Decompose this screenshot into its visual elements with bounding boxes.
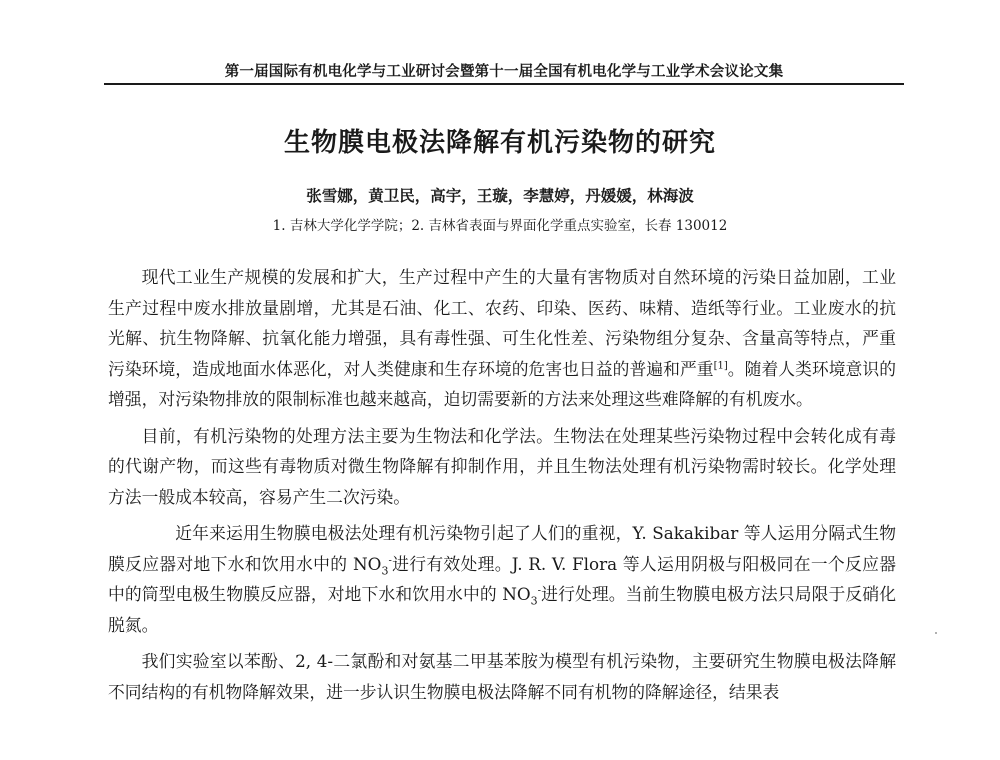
- nitrate-subscript-1: 3: [381, 563, 389, 577]
- paragraph-3-text-a: 近年来运用生物膜电极法处理有机污染物引起了人们的重视，Y. Sakakibar 等人运用分隔式生物膜反应器对地下水和饮用水中的 NO: [108, 523, 896, 574]
- nitrate-charge-2: -: [537, 585, 542, 597]
- citation-ref-1: [1]: [713, 359, 728, 371]
- nitrate-charge-1: -: [388, 554, 392, 566]
- paragraph-1-text-b: 。随着人类环境意识的增强，对污染物排放的限制标准也越来越高，迫切需要新的方法来处理这些难降解的有机废水。: [108, 358, 896, 409]
- paragraph-3: [108, 518, 896, 640]
- body-text: [108, 262, 896, 713]
- running-header: 第一届国际有机电化学与工业研讨会暨第十一届全国有机电化学与工业学术会议论文集: [224, 63, 784, 80]
- paragraph-1: [108, 262, 896, 415]
- nitrate-subscript-2: 3: [530, 594, 538, 608]
- affiliation: 1. 吉林大学化学学院；2. 吉林省表面与界面化学重点实验室，长春 130012: [272, 218, 728, 234]
- paragraph-1-text-a: 现代工业生产规模的发展和扩大，生产过程中产生的大量有害物质对自然环境的污染日益加剧，工业生产过程中废水排放量剧增，尤其是石油、化工、农药、印染、医药、味精、造纸等行业。工业废水的抗光解、抗生物降解、抗氧化能力增强，具有毒性强、可生化性差、污染物组分复杂、含量高等特点，严重污染环境，造成地面水体恶化，对人类健康和生存环境的危害也日益的普遍和严重: [108, 267, 896, 379]
- article-title: 生物膜电极法降解有机污染物的研究: [283, 128, 716, 158]
- author-list: 张雪娜，黄卫民，高宇，王璇，李慧婷，丹媛媛，林海波: [306, 186, 694, 205]
- scan-speck: [935, 632, 937, 634]
- paragraph-3-text-c: 进行处理。当前生物膜电极方法只局限于反硝化脱氮。: [108, 584, 896, 635]
- paragraph-4: 我们实验室以苯酚、2, 4-二氯酚和对氨基二甲基苯胺为模型有机污染物，主要研究生物膜电极法降解不同结构的有机物降解效果，进一步认识生物膜电极法降解不同有机物的降解途径，结果表: [108, 651, 896, 702]
- paragraph-3-text-b: 进行有效处理。J. R. V. Flora 等人运用阴极与阳极同在一个反应器中的筒型电极生物膜反应器，对地下水和饮用水中的 NO: [108, 553, 896, 604]
- header-rule: [104, 83, 904, 85]
- paragraph-2: 目前，有机污染物的处理方法主要为生物法和化学法。生物法在处理某些污染物过程中会转化成有毒的代谢产物，而这些有毒物质对微生物降解有抑制作用，并且生物法处理有机污染物需时较长。化学处理方法一般成本较高，容易产生二次污染。: [108, 425, 896, 507]
